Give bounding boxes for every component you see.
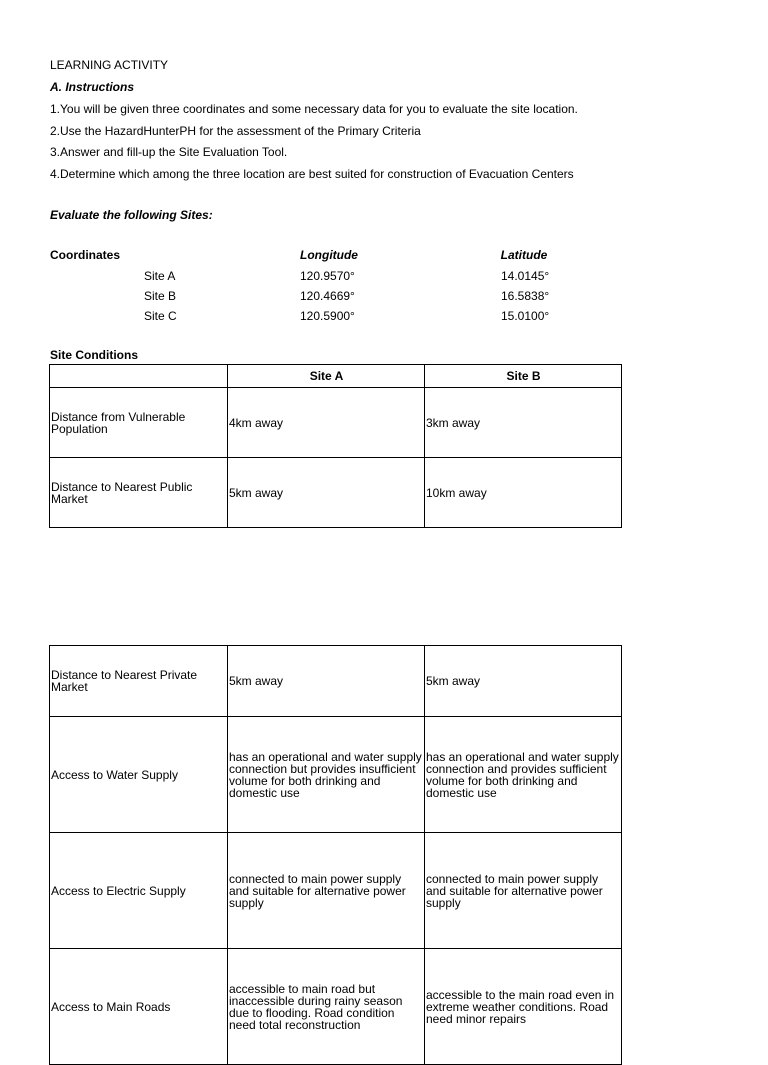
evaluate-label: Evaluate the following Sites: bbox=[50, 208, 213, 222]
table-row bbox=[50, 949, 622, 1065]
site-conditions-label: Site Conditions bbox=[50, 348, 138, 362]
site-a-cell: 5km away bbox=[228, 646, 425, 717]
header-cell-site-b: Site B bbox=[425, 365, 622, 388]
site-a-cell: accessible to main road but inaccessible during rainy season due to flooding. Road condition need total reconstruction bbox=[228, 949, 425, 1065]
criterion-cell: Access to Electric Supply bbox=[50, 833, 228, 949]
criterion-cell: Distance from Vulnerable Population bbox=[50, 388, 228, 458]
site-c-name: Site C bbox=[144, 309, 177, 323]
page-heading: LEARNING ACTIVITY bbox=[50, 58, 169, 72]
table-row bbox=[50, 458, 622, 528]
table-header-row bbox=[50, 365, 622, 388]
table-row bbox=[50, 833, 622, 949]
site-b-name: Site B bbox=[144, 289, 177, 303]
table-row bbox=[50, 646, 622, 717]
site-b-cell: accessible to the main road even in extreme weather conditions. Road need minor repairs bbox=[425, 949, 622, 1065]
coordinates-label: Coordinates bbox=[50, 248, 121, 262]
site-a-cell: has an operational and water supply connection but provides insufficient volume for both drinking and domestic use bbox=[228, 717, 425, 833]
instruction-1: 1.You will be given three coordinates and some necessary data for you to evaluate the site location. bbox=[50, 102, 578, 116]
instruction-3: 3.Answer and fill-up the Site Evaluation Tool. bbox=[50, 145, 288, 159]
longitude-header: Longitude bbox=[300, 248, 358, 262]
site-a-latitude: 14.0145° bbox=[501, 269, 550, 283]
site-a-cell: 4km away bbox=[228, 388, 425, 458]
site-b-cell: has an operational and water supply connection and provides sufficient volume for both drinking and domestic use bbox=[425, 717, 622, 833]
site-b-longitude: 120.4669° bbox=[300, 289, 355, 303]
criterion-cell: Distance to Nearest Private Market bbox=[50, 646, 228, 717]
criterion-cell: Access to Water Supply bbox=[50, 717, 228, 833]
site-a-cell: connected to main power supply and suitable for alternative power supply bbox=[228, 833, 425, 949]
site-b-cell: 3km away bbox=[425, 388, 622, 458]
site-b-cell: connected to main power supply and suitable for alternative power supply bbox=[425, 833, 622, 949]
site-conditions-table-1 bbox=[49, 364, 622, 528]
instructions-title: A. Instructions bbox=[50, 80, 135, 94]
site-a-cell: 5km away bbox=[228, 458, 425, 528]
instruction-4: 4.Determine which among the three location are best suited for construction of Evacuation Centers bbox=[50, 167, 574, 181]
site-b-latitude: 16.5838° bbox=[501, 289, 550, 303]
header-cell-site-a: Site A bbox=[228, 365, 425, 388]
instruction-2: 2.Use the HazardHunterPH for the assessment of the Primary Criteria bbox=[50, 124, 421, 138]
table-row bbox=[50, 388, 622, 458]
site-b-cell: 5km away bbox=[425, 646, 622, 717]
site-c-longitude: 120.5900° bbox=[300, 309, 355, 323]
site-b-cell: 10km away bbox=[425, 458, 622, 528]
header-cell-blank bbox=[50, 365, 228, 388]
latitude-header: Latitude bbox=[500, 248, 548, 262]
criterion-cell: Distance to Nearest Public Market bbox=[50, 458, 228, 528]
table-row bbox=[50, 717, 622, 833]
site-a-name: Site A bbox=[144, 269, 176, 283]
site-conditions-table-2 bbox=[49, 645, 622, 1065]
criterion-cell: Access to Main Roads bbox=[50, 949, 228, 1065]
site-a-longitude: 120.9570° bbox=[300, 269, 355, 283]
site-c-latitude: 15.0100° bbox=[501, 309, 550, 323]
